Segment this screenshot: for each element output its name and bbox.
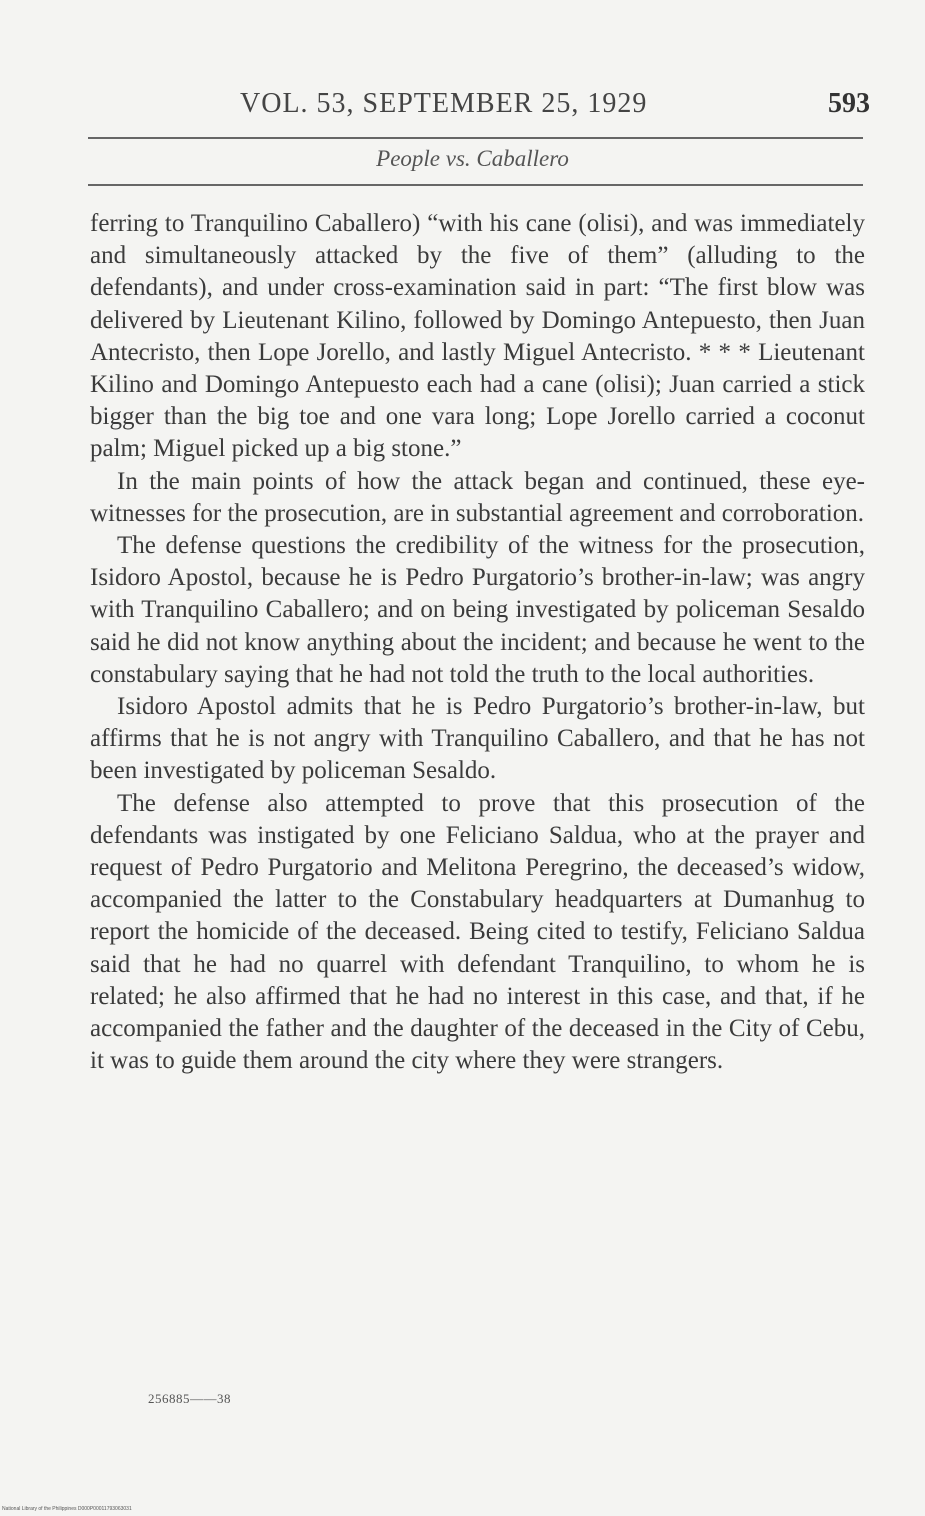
paragraph: The defense also attempted to prove that this prosecution of the defendants was instigated by one Feliciano Saldua, who at the prayer and request of Pedro Purgatorio and Melitona Peregrino, the deceased’s widow, accompanied the latter to the Constabulary headquarters at Dumanhug to report the homicide of the deceased. Being cited to testify, Feliciano Saldua said that he had no quarrel with defendant Tranquilino, to whom he is related; he also affirmed that he had no interest in this case, and that, if he accompanied the father and the daughter of the deceased in the City of Cebu, it was to guide them around the city where they were strangers. <box>90 789 865 1075</box>
running-head: VOL. 53, SEPTEMBER 25, 1929 <box>240 88 648 119</box>
page-header <box>90 88 870 128</box>
body-text <box>90 208 865 1077</box>
header-rule-bottom <box>88 184 863 186</box>
paragraph: Isidoro Apostol admits that he is Pedro Purgatorio’s brother-in-law, but affirms that he is not angry with Tranquilino Caballero, and that he has not been investigated by policeman Sesaldo. <box>90 693 865 785</box>
paragraph: In the main points of how the attack began and continued, these eye-witnesses for the prosecution, are in substantial agreement and corroboration. <box>90 467 865 527</box>
paragraph: The defense questions the credibility of the witness for the prosecution, Isidoro Apostol, because he is Pedro Purgatorio’s brother-in-law; was angry with Tranquilino Caballero; and on being investigated by policeman Sesaldo said he did not know anything about the incident; and because he went to the constabulary saying that he had not told the truth to the local authorities. <box>90 532 865 688</box>
paragraph: ferring to Tranquilino Caballero) “with his cane (olisi), and was immediately and simultaneously attacked by the five of them” (alluding to the defendants), and under cross-examination said in part: “The first blow was delivered by Lieutenant Kilino, followed by Domingo Antepuesto, then Juan Antecristo, then Lope Jorello, and lastly Miguel Antecristo. * * * Lieutenant Kilino and Domingo Antepuesto each had a cane (olisi); Juan carried a stick bigger than the big toe and one vara long; Lope Jorello carried a coconut palm; Miguel picked up a big stone.” <box>90 210 865 463</box>
page-number: 593 <box>828 88 870 119</box>
footer-credit: National Library of the Philippines D000P00011793063031 <box>2 1506 132 1512</box>
header-rule-top <box>88 137 863 139</box>
printer-signature: 256885——38 <box>148 1391 231 1406</box>
case-title: People vs. Caballero <box>376 146 569 171</box>
